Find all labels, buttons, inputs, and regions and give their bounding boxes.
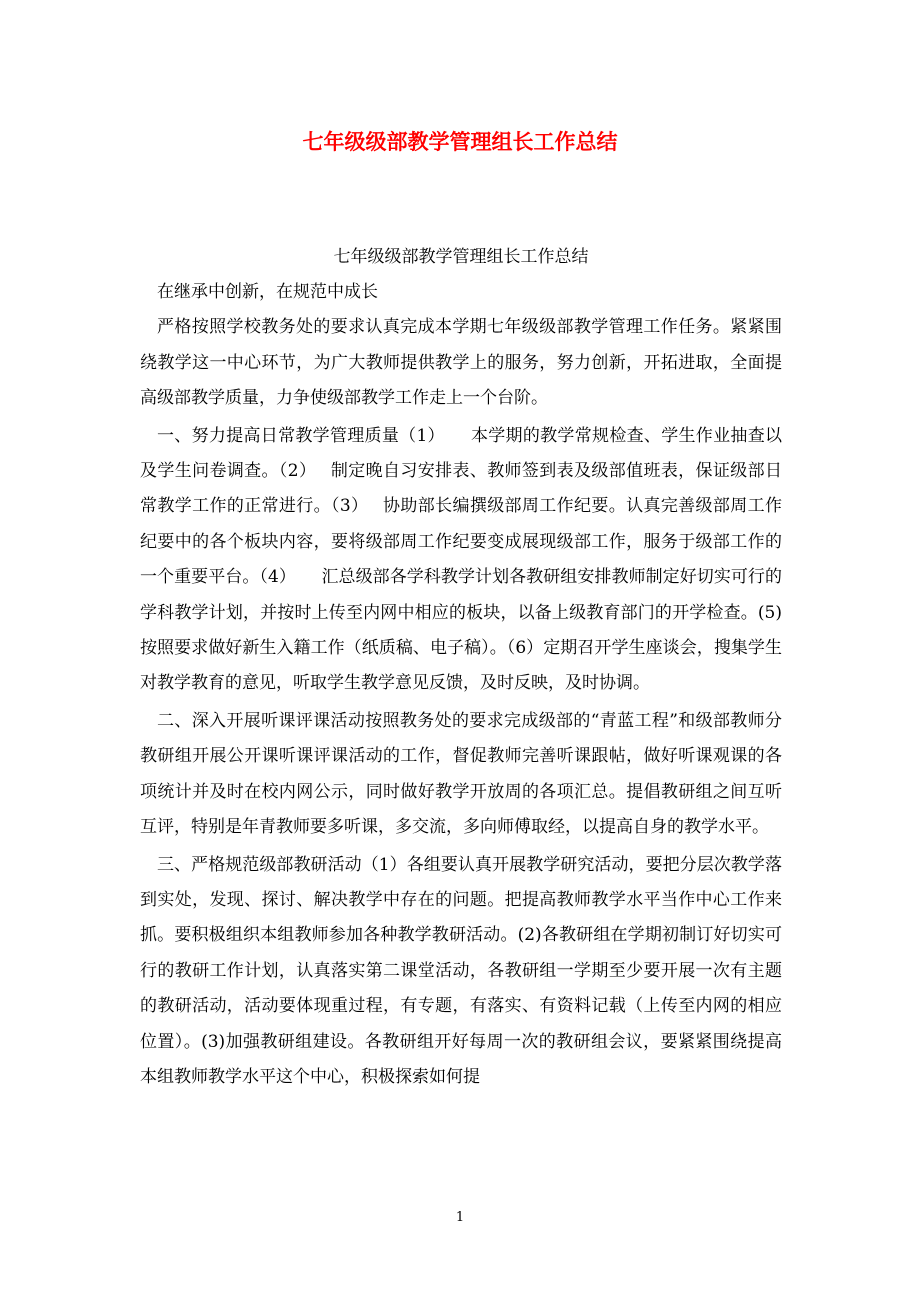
- paragraph-intro: 严格按照学校教务处的要求认真完成本学期七年级级部教学管理工作任务。紧紧围绕教学这一中心环节，为广大教师提供教学上的服务，努力创新，开拓进取，全面提高级部教学质量，力争使级部教学工作走上一个台阶。: [140, 317, 782, 409]
- paragraph-section-2: 二、深入开展听课评课活动按照教务处的要求完成级部的“青蓝工程”和级部教师分教研组开展公开课听课评课活动的工作，督促教师完善听课跟帖，做好听课观课的各项统计并及时在校内网公示，同时做好教学开放周的各项汇总。提倡教研组之间互听互评，特别是年青教师要多听课，多交流，多向师傅取经，以提高自身的教学水平。: [140, 710, 782, 838]
- paragraph-tagline: 在继承中创新，在规范中成长: [157, 282, 378, 302]
- paragraph-section-3: 三、严格规范级部教研活动（1）各组要认真开展教学研究活动，要把分层次教学落到实处，发现、探讨、解决教学中存在的问题。把提高教师教学水平当作中心工作来抓。要积极组织本组教师参加各种教学教研活动。(2)各教研组在学期初制订好切实可行的教研工作计划，认真落实第二课堂活动，各教研组一学期至少要开展一次有主题的教研活动，活动要体现重过程，有专题，有落实、有资料记载（上传至内网的相应位置）。(3)加强教研组建设。各教研组开好每周一次的教研组会议，要紧紧围绕提高本组教师教学水平这个中心，积极探索如何提: [140, 854, 782, 1087]
- paragraph-section-1: 一、努力提高日常教学管理质量（1） 本学期的教学常规检查、学生作业抽查以及学生问卷调查。（2） 制定晚自习安排表、教师签到表及级部值班表，保证级部日常教学工作的正常进行。（3） 协助部长编撰级部周工作纪要。认真完善级部周工作纪要中的各个板块内容，要将级部周工作纪要变成展现级部工作，服务于级部工作的一个重要平台。（4） 汇总级部各学科教学计划各教研组安排教师制定好切实可行的学科教学计划，并按时上传至内网中相应的板块，以备上级教育部门的开学检查。(5)按照要求做好新生入籍工作（纸质稿、电子稿）。（6）定期召开学生座谈会，搜集学生对教学教育的意见，听取学生教学意见反馈，及时反映，及时协调。: [140, 425, 782, 694]
- document-body: [140, 240, 782, 1097]
- page-number: 1: [455, 1210, 465, 1225]
- document-subtitle: 七年级级部教学管理组长工作总结: [333, 247, 589, 267]
- document-title: 七年级级部教学管理组长工作总结: [302, 130, 618, 154]
